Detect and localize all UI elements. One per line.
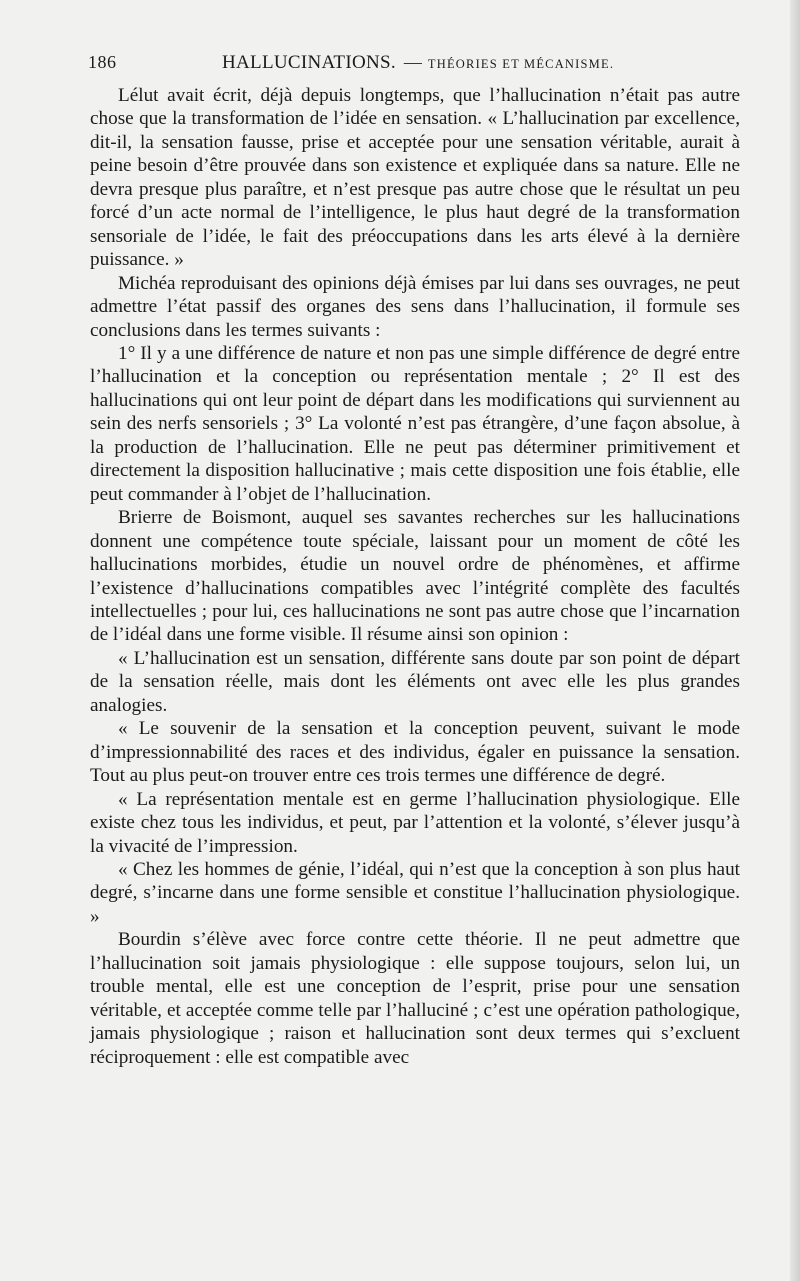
paragraph-michea: Michéa reproduisant des opinions déjà émises par lui dans ses ouvrages, ne peut admettre l’état passif des organes des sens dans l’hallucination, il formule ses conclusions dans les termes suivants : bbox=[90, 272, 740, 341]
header-title: HALLUCINATIONS. bbox=[222, 52, 396, 73]
running-header bbox=[88, 50, 740, 74]
paragraph-brierre: Brierre de Boismont, auquel ses savantes recherches sur les hallucinations donnent une compétence toute spéciale, laissant pour un moment de côté les hallucinations morbides, étudie un nouvel ordre de phénomènes, et affirme l’existence d’hallucinations compatibles avec l’intégrité complète des facultés intellectuelles ; pour lui, ces hallucinations ne sont pas autre chose que l’incarnation de l’idéal dans une forme visible. Il résume ainsi son opinion : bbox=[90, 507, 740, 646]
paragraph-michea-conclusions: 1° Il y a une différence de nature et non pas une simple différence de degré entre l’hallucination et la conception ou représentation mentale ; 2° Il est des hallucinations qui ont leur point de départ dans les modifications qui surviennent au sein des nerfs sensoriels ; 3° La volonté n’est pas étrangère, d’une façon absolue, à la production de l’hallucination. Elle ne peut pas déterminer primitivement et directement la disposition hallucinative ; mais cette disposition une fois établie, elle peut commander à l’objet de l’hallucination. bbox=[90, 342, 740, 505]
quote-paragraph-1: « L’hallucination est un sensation, différente sans doute par son point de départ de la sensation réelle, mais dont les éléments ont avec elle les plus grandes analogies. bbox=[90, 647, 740, 716]
header-title-line bbox=[222, 50, 614, 76]
header-subtitle: THÉORIES ET MÉCANISME. bbox=[427, 57, 615, 71]
paragraph-lelut: Lélut avait écrit, déjà depuis longtemps, que l’hallucination n’était pas autre chose que la transformation de l’idée en sensation. « L’hallucination par excellence, dit-il, la sensation fausse, prise et acceptée pour une sensation véritable, aurait à peine besoin d’être prouvée dans son existence et expliquée dans sa nature. Elle ne devra presque plus paraître, et n’est presque pas autre chose que le résultat un peu forcé d’un acte normal de l’intelligence, le plus haut degré de la transformation sensoriale de l’idée, le fait des préoccupations dans les arts élevé à la dernière puissance. » bbox=[90, 85, 740, 271]
header-dash: — bbox=[403, 52, 422, 72]
page-number: 186 bbox=[88, 52, 117, 72]
quote-paragraph-3: « La représentation mentale est en germe l’hallucination physiologique. Elle existe chez tous les individus, et peut, par l’attention et la volonté, s’élever jusqu’à la vivacité de l’impression. bbox=[90, 788, 740, 857]
body-text bbox=[90, 84, 740, 1069]
quote-paragraph-2: « Le souvenir de la sensation et la conception peuvent, suivant le mode d’impressionnabilité des races et des individus, égaler en puissance la sensation. Tout au plus peut-on trouver entre ces trois termes une différence de degré. bbox=[90, 718, 740, 787]
quote-paragraph-4: « Chez les hommes de génie, l’idéal, qui n’est que la conception à son plus haut degré, s’incarne dans une forme sensible et constitue l’hallucination physiologique. » bbox=[90, 858, 740, 927]
paragraph-bourdin: Bourdin s’élève avec force contre cette théorie. Il ne peut admettre que l’hallucination soit jamais physiologique : elle suppose toujours, selon lui, un trouble mental, elle est une conception de l’esprit, prise pour une sensation véritable, et acceptée comme telle par l’halluciné ; c’est une opération pathologique, jamais physiologique ; raison et hallucination sont deux termes qui s’excluent réciproquement : elle est compatible avec bbox=[90, 929, 740, 1068]
page-edge-shadow bbox=[790, 0, 800, 1281]
